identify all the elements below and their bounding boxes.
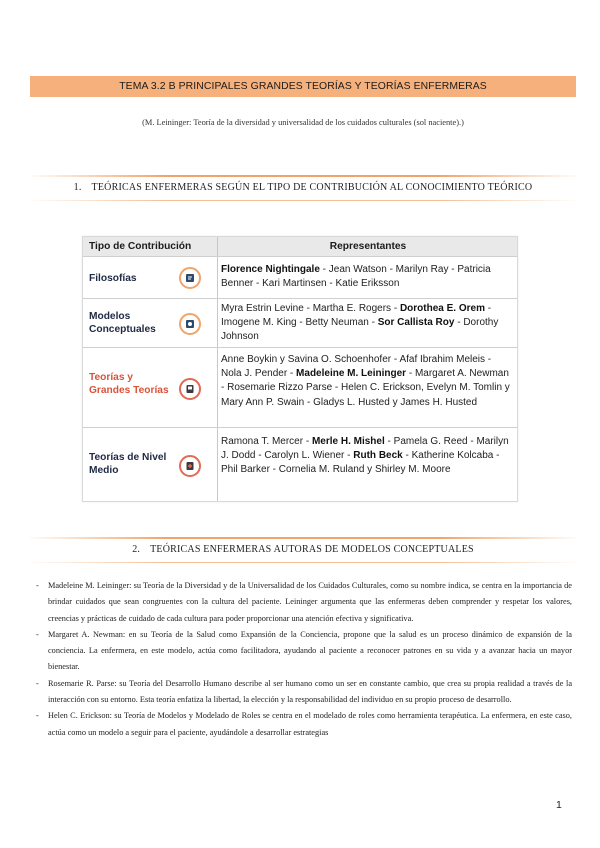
- list-item-text: Helen C. Erickson: su Teoría de Modelos y Modelado de Roles se centra en el modelado de roles como herramienta terapéutica. La enfermera, en este caso, actúa como un modelo a seguir para el paciente, ayudándole a desarrollar estrategias: [48, 711, 572, 737]
- row-label: Teorías de Nivel Medio: [89, 452, 167, 476]
- section-2-title: TEÓRICAS ENFERMERAS AUTORAS DE MODELOS CONCEPTUALES: [150, 544, 474, 555]
- names-text: - Pamela G. Reed - Marilyn J. Dodd - Carolyn L. Wiener -: [221, 436, 509, 462]
- highlighted-name: Sor Callista Roy: [377, 317, 455, 329]
- table-row: [83, 347, 517, 428]
- highlighted-name: Merle H. Mishel: [311, 436, 385, 447]
- book-icon: [179, 378, 201, 400]
- table-header: [83, 237, 517, 256]
- model-icon: [179, 313, 201, 335]
- section-1-title: TEÓRICAS ENFERMERAS SEGÚN EL TIPO DE CONTRIBUCIÓN AL CONOCIMIENTO TEÓRICO: [91, 182, 533, 193]
- names-text: Anne Boykin y Savina O. Schoenhofer - Afaf Ibrahim Meleis - Nola J. Pender -: [221, 354, 492, 380]
- list-item: [36, 627, 572, 676]
- highlighted-name: Dorothea E. Orem: [399, 303, 485, 314]
- section-1-number: 1.: [73, 182, 82, 193]
- list-item: [36, 708, 572, 741]
- row-representatives: [221, 302, 513, 345]
- clipboard-icon: [179, 455, 201, 477]
- highlighted-name: Ruth Beck: [353, 450, 403, 462]
- column-header-representatives: Representantes: [329, 241, 407, 252]
- table-row: [83, 256, 517, 299]
- row-label: Teorías y Grandes Teorías: [89, 372, 169, 396]
- list-item: [36, 578, 572, 627]
- row-label: Filosofías: [89, 273, 137, 284]
- list-item-text: Madeleine M. Leininger: su Teoría de la Diversidad y de la Universalidad de los Cuidados Culturales, como su nombre indica, se centra en la importancia de brindar cuidados que sean congruentes con la cultura del paciente. Leininger argumenta que las enfermeras deben comprender y respetar los valores, creencias y prácticas de cuidado de cada cultura para poder proporcionar una atención efectiva y significativa.: [48, 581, 572, 623]
- names-text: Ramona T. Mercer -: [221, 436, 312, 447]
- document-subtitle: (M. Leininger: Teoría de la diversidad y universalidad de los cuidados culturales (sol naciente).): [142, 118, 464, 127]
- page-number: 1: [556, 799, 562, 811]
- column-header-type: Tipo de Contribución: [89, 241, 192, 252]
- table-row: [83, 427, 517, 502]
- section-2-heading: [30, 544, 576, 555]
- names-text: - Margaret A. Newman - Rosemarie Rizzo Parse - Helen C. Erickson, Evelyn M. Tomlin y Mary Ann P. Swain - Gladys L. Husted y James H. Husted: [221, 368, 510, 408]
- bullet-marker: -: [36, 678, 39, 688]
- contribution-table: [82, 236, 518, 502]
- section-divider-bottom: [30, 200, 576, 201]
- names-text: - Imogene M. King - Betty Neuman -: [221, 303, 492, 329]
- section-divider-bottom: [30, 562, 576, 563]
- highlighted-name: Florence Nightingale: [221, 264, 320, 275]
- document-title: TEMA 3.2 B PRINCIPALES GRANDES TEORÍAS Y TEORÍAS ENFERMERAS: [30, 76, 576, 97]
- list-item-text: Margaret A. Newman: en su Teoría de la Salud como Expansión de la Conciencia, propone que la salud es un proceso dinámico de expansión de la conciencia. La enfermera, en este modelo, actúa como facilitadora, ayudando al paciente a reconocer patrones en su vida y a avanzar hacia un mayor bienestar.: [48, 629, 572, 672]
- row-representatives: [221, 435, 513, 478]
- table-row: [83, 298, 517, 348]
- section-2-number: 2.: [132, 544, 141, 555]
- list-item-text: Rosemarie R. Parse: su Teoría del Desarrollo Humano describe al ser humano como un ser en constante cambio, que crea su propia realidad a través de la interacción con su entorno. Esta teoría enfatiza la libertad, la elección y la responsabilidad del individuo en su propio proceso de desarrollo.: [48, 678, 572, 705]
- philosophy-icon: [179, 267, 201, 289]
- list-item: [36, 676, 572, 709]
- names-text: - Katherine Kolcaba - Phil Barker - Cornelia M. Ruland y Shirley M. Moore: [221, 450, 500, 476]
- section-divider-top: [30, 175, 576, 177]
- section-divider-top: [30, 537, 576, 539]
- bullet-marker: -: [36, 629, 39, 639]
- section-1-heading: [30, 182, 576, 193]
- names-text: - Jean Watson - Marilyn Ray - Patricia Benner - Kari Martinsen - Katie Eriksson: [221, 264, 491, 290]
- highlighted-name: Madeleine M. Leininger: [296, 368, 407, 380]
- bullet-marker: -: [36, 581, 39, 590]
- names-text: - Dorothy Johnson: [221, 317, 499, 343]
- theorist-list: [36, 578, 572, 741]
- row-label: Modelos Conceptuales: [89, 311, 156, 335]
- row-representatives: [221, 263, 513, 291]
- bullet-marker: -: [36, 711, 39, 721]
- names-text: Myra Estrin Levine - Martha E. Rogers -: [221, 303, 400, 314]
- row-representatives: [221, 353, 513, 410]
